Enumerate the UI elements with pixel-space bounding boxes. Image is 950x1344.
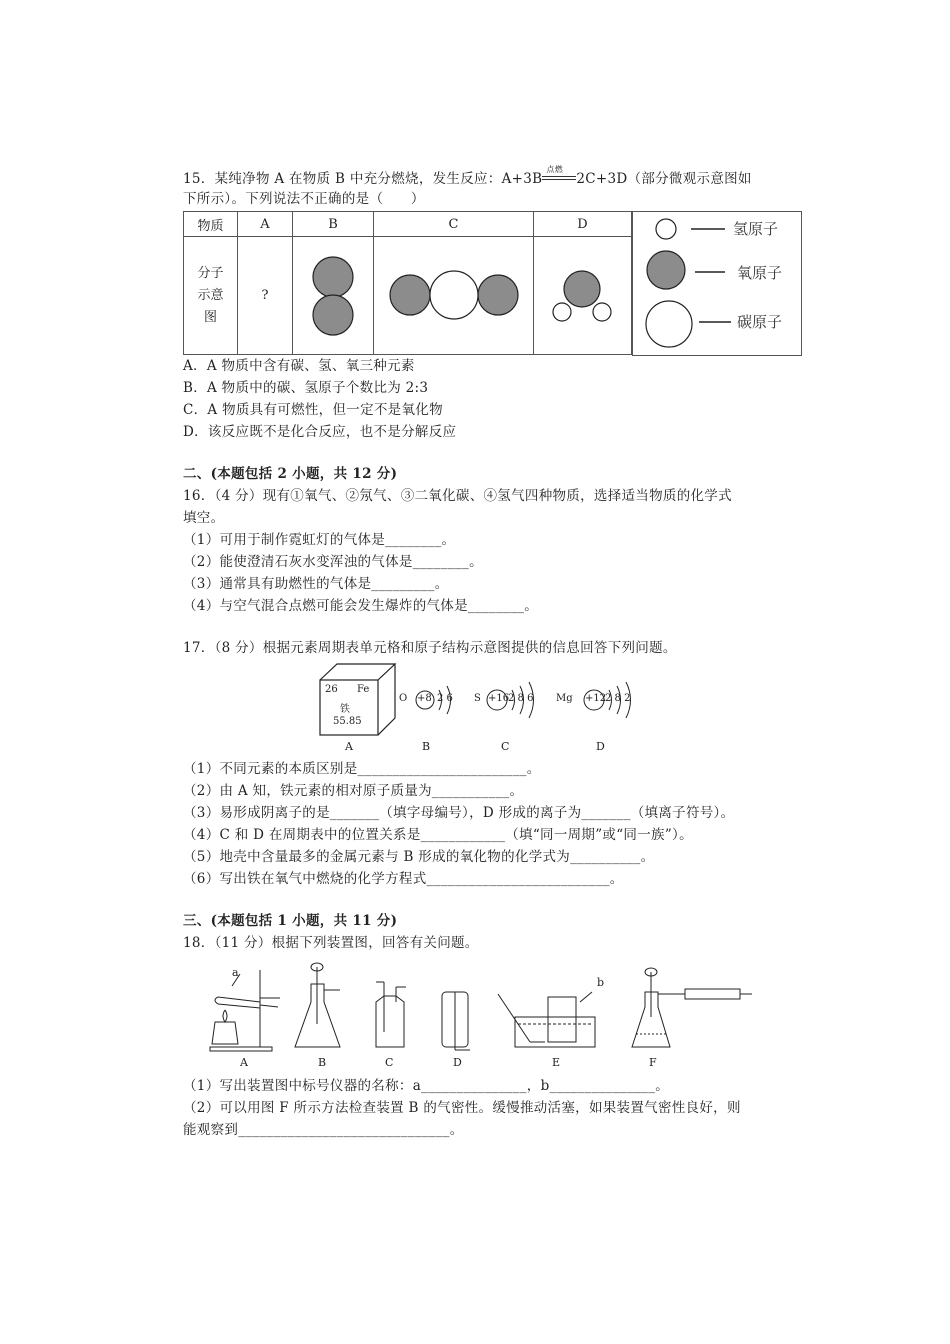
header-a: A	[238, 212, 293, 237]
header-substance: 物质	[184, 212, 238, 237]
fig17-label-c: C	[501, 740, 510, 753]
apparatus-figure	[200, 962, 760, 1057]
apparatus-label-d: D	[453, 1056, 462, 1069]
header-c: C	[374, 212, 534, 237]
q18-stem: 18．（11 分）根据下列装置图，回答有关问题。	[183, 935, 479, 951]
hydrogen-atom-icon	[656, 219, 676, 239]
cell-c-molecule	[374, 237, 534, 355]
apparatus-f-syringe-test-icon	[632, 968, 752, 1047]
legend-hydrogen: 氢原子	[733, 220, 779, 238]
atom-legend	[632, 211, 802, 356]
apparatus-marker-a: a	[232, 966, 239, 979]
atom-o-nucleus: +8	[417, 693, 432, 704]
q16-stem-line1: 16．（4 分）现有①氧气、②氖气、③二氧化碳、④氢气四种物质，选择适当物质的化学式	[183, 488, 732, 504]
cell-a-unknown: ?	[238, 237, 293, 355]
q16-item-3: （3）通常具有助燃性的气体是_________。	[183, 576, 449, 592]
q16-item-4: （4）与空气混合点燃可能会发生爆炸的气体是________。	[183, 598, 539, 614]
q15-stem-line2: 下所示）。下列说法不正确的是（ ）	[183, 191, 425, 207]
atom-mg-shells: 2 8 2	[605, 693, 631, 704]
section3-title: 三、(本题包括 1 小题，共 11 分)	[183, 913, 398, 929]
q15-option-c: C．A 物质具有可燃性，但一定不是氧化物	[183, 402, 443, 418]
apparatus-label-a: A	[240, 1056, 248, 1069]
fig17-label-b: B	[422, 740, 431, 753]
q18-item-1: （1）写出装置图中标号仪器的名称：a_______________，b_______________。	[183, 1078, 670, 1094]
element-name: 铁	[340, 704, 350, 715]
atom-s-nucleus: +16	[488, 693, 510, 704]
q18-item-2: （2）可以用图 F 所示方法检查装置 B 的气密性。缓慢推动活塞，如果装置气密性良好，则	[183, 1100, 741, 1116]
element-number: 26	[325, 684, 338, 695]
section2-title: 二、(本题包括 2 小题，共 12 分)	[183, 466, 398, 482]
apparatus-b-flask-funnel-icon	[295, 963, 340, 1047]
atom-o-symbol: O	[399, 693, 408, 704]
q16-item-2: （2）能使澄清石灰水变浑浊的气体是________。	[183, 554, 483, 570]
apparatus-a-heating-setup-icon	[210, 970, 280, 1051]
apparatus-label-c: C	[385, 1056, 394, 1069]
q16-stem-line2: 填空。	[183, 510, 225, 526]
apparatus-c-bottle-icon	[376, 982, 406, 1047]
legend-carbon: 碳原子	[737, 313, 783, 331]
fig17-label-d: D	[596, 740, 605, 753]
header-b: B	[293, 212, 374, 237]
legend-oxygen: 氧原子	[737, 264, 783, 282]
apparatus-marker-b: b	[597, 976, 605, 989]
apparatus-label-b: B	[318, 1056, 327, 1069]
carbon-atom-icon	[646, 301, 692, 347]
q17-item-1: （1）不同元素的本质区别是________________________。	[183, 761, 541, 777]
atom-s-shells: 2 8 6	[508, 693, 534, 704]
fig17-label-a: A	[345, 740, 353, 753]
cell-b-molecule	[293, 237, 374, 355]
co2-molecule-icon	[374, 237, 533, 354]
apparatus-label-e: E	[552, 1056, 561, 1069]
q15-option-a: A．A 物质中含有碳、氢、氧三种元素	[183, 358, 415, 374]
apparatus-e-water-trough-icon	[498, 992, 595, 1047]
q17-item-3: （3）易形成阴离子的是_______（填字母编号），D 形成的离子为_______（填离子符号）。	[183, 805, 735, 821]
q15-stem-line1: 15．某纯净物 A 在物质 B 中充分燃烧，发生反应：A+3B 点燃 2C+3D（部分微观示意图如	[183, 170, 752, 188]
apparatus-label-f: F	[649, 1056, 657, 1069]
cell-d-molecule	[534, 237, 632, 355]
atom-s-symbol: S	[474, 693, 481, 704]
reaction-equals-sign	[542, 176, 576, 180]
element-mass: 55.85	[333, 716, 362, 727]
h2o-molecule-icon	[534, 237, 631, 354]
q16-item-1: （1）可用于制作霓虹灯的气体是________。	[183, 532, 456, 548]
q18-item-2-cont: 能观察到______________________________。	[183, 1122, 464, 1138]
header-d: D	[534, 212, 632, 237]
q15-option-d: D．该反应既不是化合反应，也不是分解反应	[183, 424, 457, 440]
oxygen-atom-icon	[647, 251, 685, 289]
q15-option-b: B．A 物质中的碳、氢原子个数比为 2:3	[183, 380, 429, 396]
atom-mg-symbol: Mg	[556, 693, 573, 704]
atom-mg-nucleus: +12	[585, 693, 607, 704]
q17-item-2: （2）由 A 知，铁元素的相对原子质量为___________。	[183, 783, 524, 799]
o2-molecule-icon	[293, 237, 373, 354]
element-symbol: Fe	[357, 684, 370, 695]
q17-item-6: （6）写出铁在氧气中燃烧的化学方程式__________________________。	[183, 871, 624, 887]
q17-item-5: （5）地壳中含量最多的金属元素与 B 形成的氧化物的化学式为__________。	[183, 849, 655, 865]
apparatus-d-collector-icon	[442, 992, 470, 1050]
atom-o-shells: 2 6	[437, 693, 453, 704]
row-label: 分子 示意 图	[184, 237, 238, 355]
q17-stem: 17．（8 分）根据元素周期表单元格和原子结构示意图提供的信息回答下列问题。	[183, 640, 677, 656]
reaction-condition: 点燃	[546, 165, 563, 174]
q17-item-4: （4）C 和 D 在周期表中的位置关系是____________（填“同一周期”或“同一族”）。	[183, 827, 693, 843]
molecule-table	[183, 211, 632, 355]
